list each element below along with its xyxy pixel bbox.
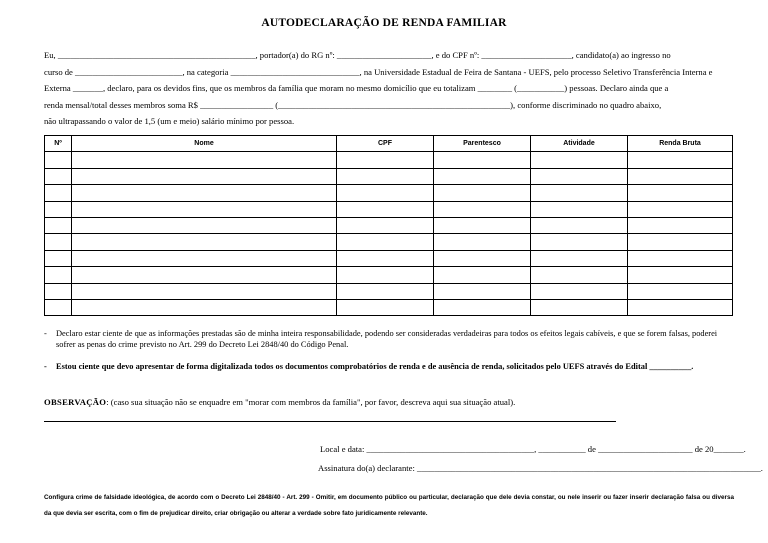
table-cell[interactable] (434, 283, 531, 299)
note-responsibility (44, 328, 734, 350)
table-row (45, 201, 733, 217)
table-cell[interactable] (45, 168, 72, 184)
signature-line[interactable]: Assinatura do(a) declarante: ________________________________________________________________________________. (318, 463, 763, 473)
table-cell[interactable] (531, 185, 628, 201)
declaration-line-3: Externa _______, declaro, para os devidos fins, que os membros da família que moram no mesmo domicílio que eu totalizam ________ (___________) pessoas. Declaro ainda que a (44, 83, 669, 93)
table-row (45, 217, 733, 233)
table-cell[interactable] (337, 185, 434, 201)
table-cell[interactable] (434, 299, 531, 315)
family-members-table (44, 135, 733, 316)
declaration-line-1: Eu, ______________________________________________, portador(a) do RG nº: ______________________, e do CPF nº: _____________________, candidato(a) ao ingresso no (44, 50, 671, 60)
col-header-name: Nome (72, 136, 337, 152)
table-cell[interactable] (45, 267, 72, 283)
declaration-line-5: não ultrapassando o valor de 1,5 (um e meio) salário mínimo por pessoa. (44, 116, 295, 126)
note-responsibility-text: Declaro estar ciente de que as informações prestadas são de minha inteira responsabilidade, podendo ser consideradas verdadeiras para todos os efeitos legais cabíveis, e que se forem falsas, poderei sofrer as penas do crime previsto no Art. 299 do Decreto Lei 2848/40 do Código Penal. (56, 329, 718, 349)
observation-text: : (caso sua situação não se enquadre em "morar com membros da família", por favor, descreva aqui sua situação atual). (106, 397, 516, 407)
table-cell[interactable] (337, 250, 434, 266)
table-cell[interactable] (531, 299, 628, 315)
table-cell[interactable] (628, 201, 733, 217)
table-cell[interactable] (72, 283, 337, 299)
table-cell[interactable] (628, 299, 733, 315)
table-cell[interactable] (337, 283, 434, 299)
table-cell[interactable] (45, 217, 72, 233)
table-cell[interactable] (45, 250, 72, 266)
table-cell[interactable] (72, 299, 337, 315)
table-cell[interactable] (337, 152, 434, 168)
table-cell[interactable] (531, 168, 628, 184)
table-cell[interactable] (72, 234, 337, 250)
table-row (45, 299, 733, 315)
col-header-cpf: CPF (337, 136, 434, 152)
table-cell[interactable] (72, 267, 337, 283)
table-row (45, 185, 733, 201)
table-header-row (45, 136, 733, 152)
table-cell[interactable] (434, 234, 531, 250)
table-cell[interactable] (434, 168, 531, 184)
table-cell[interactable] (531, 201, 628, 217)
table-cell[interactable] (628, 267, 733, 283)
observation-write-line[interactable] (44, 421, 616, 422)
table-cell[interactable] (45, 201, 72, 217)
table-row (45, 267, 733, 283)
table-cell[interactable] (531, 283, 628, 299)
table-cell[interactable] (628, 185, 733, 201)
table-cell[interactable] (628, 168, 733, 184)
table-cell[interactable] (628, 234, 733, 250)
table-row (45, 234, 733, 250)
table-cell[interactable] (628, 250, 733, 266)
bullet-dash: - (44, 362, 47, 371)
table-cell[interactable] (628, 283, 733, 299)
declaration-line-2: curso de _________________________, na categoria ______________________________, na Universidade Estadual de Feira de Santana - UEFS, pelo processo Seletivo Transferência Interna e (44, 66, 713, 77)
declaration-line-4: renda mensal/total desses membros soma R$ _________________ (______________________________________________________), conforme discriminado no quadro abaixo, (44, 99, 662, 110)
table-cell[interactable] (531, 267, 628, 283)
table-body (45, 152, 733, 316)
table-cell[interactable] (337, 201, 434, 217)
table-cell[interactable] (434, 201, 531, 217)
table-cell[interactable] (45, 234, 72, 250)
table-cell[interactable] (531, 217, 628, 233)
table-row (45, 152, 733, 168)
table-cell[interactable] (72, 152, 337, 168)
table-cell[interactable] (45, 283, 72, 299)
bullet-dash: - (44, 329, 47, 338)
table-cell[interactable] (531, 152, 628, 168)
table-cell[interactable] (337, 299, 434, 315)
table-cell[interactable] (628, 217, 733, 233)
table-cell[interactable] (434, 152, 531, 168)
col-header-kinship: Parentesco (434, 136, 531, 152)
table-cell[interactable] (337, 168, 434, 184)
table-cell[interactable] (72, 185, 337, 201)
table-cell[interactable] (45, 152, 72, 168)
table-cell[interactable] (337, 234, 434, 250)
table-cell[interactable] (628, 152, 733, 168)
table-cell[interactable] (434, 267, 531, 283)
location-date-line[interactable]: Local e data: _______________________________________, ___________ de ______________________ de 20_______. (320, 444, 746, 454)
table-cell[interactable] (337, 217, 434, 233)
observation (44, 397, 515, 407)
table-cell[interactable] (45, 185, 72, 201)
table-row (45, 283, 733, 299)
col-header-gross-income: Renda Bruta (628, 136, 733, 152)
table-cell[interactable] (531, 250, 628, 266)
col-header-activity: Atividade (531, 136, 628, 152)
table-row (45, 168, 733, 184)
table-cell[interactable] (434, 185, 531, 201)
table-cell[interactable] (72, 250, 337, 266)
col-header-number: Nº (45, 136, 72, 152)
note-documents-text: Estou ciente que devo apresentar de forma digitalizada todos os documentos comprobatórios de renda e de ausência de renda, solicitados pelo UEFS através do Edital __________. (56, 362, 694, 371)
table-cell[interactable] (72, 168, 337, 184)
legal-footer: Configura crime de falsidade ideológica, de acordo com o Decreto Lei 2848/40 - Art. 299 - Omitir, em documento público ou particular, declaração que dele devia constar, ou nele inserir ou fazer inserir declaração falsa ou diversa da que devia ser escrita, com o fim de prejudicar direito, criar obrigação ou alterar a verdade sobre fato juridicamente relevante. (44, 494, 734, 517)
note-documents (44, 361, 734, 372)
table-cell[interactable] (72, 201, 337, 217)
document-title: AUTODECLARAÇÃO DE RENDA FAMILIAR (261, 17, 507, 29)
table-cell[interactable] (434, 217, 531, 233)
declaration-paragraph (44, 47, 734, 130)
table-cell[interactable] (531, 234, 628, 250)
table-cell[interactable] (337, 267, 434, 283)
table-cell[interactable] (72, 217, 337, 233)
table-cell[interactable] (434, 250, 531, 266)
table-cell[interactable] (45, 299, 72, 315)
table-row (45, 250, 733, 266)
observation-label: OBSERVAÇÃO (44, 397, 107, 407)
